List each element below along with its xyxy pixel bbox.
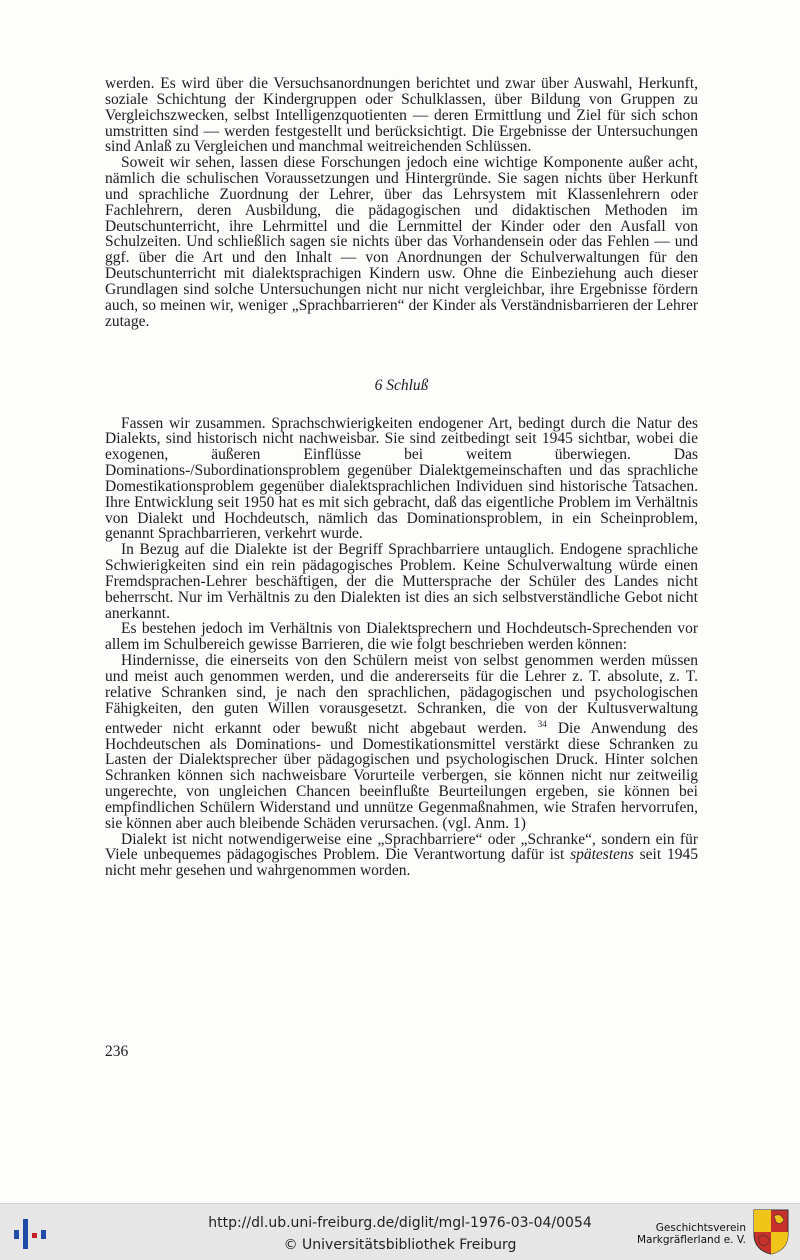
paragraph-text: seit 1945 nicht mehr gesehen und wahrgenommen worden. (105, 846, 698, 880)
paragraph: In Bezug auf die Dialekte ist der Begriff Sprachbarriere untauglich. Endogene sprachliche Schwierigkeiten sind ein rein pädagogisches Problem. Keine Schulverwaltung würde einen Fremdsprachen-Lehrer beschäftigen, der die Muttersprache der Schüler des Landes nicht beherrscht. Nur im Verhältnis zu den Dialekten ist dies an sich selbstverständliche Gebot nicht anerkannt. (105, 541, 698, 622)
paragraph (105, 653, 698, 831)
paragraph-text: Dialekt ist nicht notwendigerweise eine „Sprachbarriere“ oder „Schranke“, sondern ein für Viele unbequemes pädagogisches Problem. Die Verantwortung dafür ist (105, 830, 698, 864)
paragraph (105, 832, 698, 880)
paragraph: Es bestehen jedoch im Verhältnis von Dialektsprechern und Hochdeutsch-Sprechenden vor allem im Schulbereich gewisse Barrieren, die wie folgt beschrieben werden können: (105, 620, 698, 654)
source-url-link[interactable]: http://dl.ub.uni-freiburg.de/diglit/mgl-1976-03-04/0054 (208, 1215, 592, 1231)
paragraph-text: Die Anwendung des Hochdeutschen als Dominations- und Domestikationsmittel verstärkt diese Schranken zu Lasten der Dialektsprecher über pädagogischen und psychologischen Druck. Hinter solchen Schranken können sich nachweisbare Vorurteile verbergen, sie können nicht nur zeitweilig ungerechte, von ungleichen Chancen beeinflußte Beurteilungen ergeben, sie können bei empfindlichen Schülern Widerstand und unnütze Gegenmaßnahmen, wie Strafen hervorrufen, sie können aber auch bleibende Schäden verursachen. (vgl. Anm. 1) (105, 719, 699, 832)
paragraph: Soweit wir sehen, lassen diese Forschungen jedoch eine wichtige Komponente außer acht, nämlich die schulischen Voraussetzungen und Hintergründe. Sie sagen nichts über Herkunft und sprachliche Zuordnung der Lehrer, über das Lehrsystem mit Klassenlehrern oder Fachlehrern, deren Ausbildung, die pädagogischen und didaktischen Methoden im Deutschunterricht, ihre Lehrmittel und die Lernmittel der Kinder oder den Ausfall von Schulzeiten. Und schließlich sagen sie nichts über das Vorhandensein oder das Fehlen — und ggf. über die Art und den Inhalt — von Anordnungen der Schulverwaltungen für den Deutschunterricht mit dialektsprachigen Kindern usw. Ohne die Einbeziehung auch dieser Grundlagen sind solche Untersuchungen nicht nur nicht vergleichbar, ihre Ergebnisse fördern auch, so meinen wir, weniger „Sprachbarrieren“ der Kinder als Verständnisbarrieren der Lehrer zutage. (105, 154, 698, 330)
coat-of-arms-icon (752, 1208, 790, 1256)
organization-name (637, 1222, 746, 1246)
paragraph: Fassen wir zusammen. Sprachschwierigkeiten endogener Art, bedingt durch die Natur des Dialekts, sind historisch nicht nachweisbar. Sie sind zeitbedingt seit 1945 sichtbar, wobei die exogenen, äußeren Einflüsse bei weitem überwiegen. Das Dominations-/Subordinationsproblem gegenüber Dialektgemeinschaften und das sprachliche Domestikationsproblem gegenüber dialektsprachlichen Individuen sind historische Tatsachen. Ihre Entwicklung seit 1950 hat es mit sich gebracht, daß das eigentliche Problem im Verhältnis von Dialekt und Hochdeutsch, nämlich das Dominationsproblem, in ein Scheinproblem, genannt Sprachbarrieren, verkehrt wurde. (105, 414, 698, 543)
paragraph: werden. Es wird über die Versuchsanordnungen berichtet und zwar über Auswahl, Herkunft, soziale Schichtung der Kindergruppen oder Schulklassen, über Bildung von Gruppen zu Vergleichszwecken, selbst Intelligenzquotienten — deren Ermittlung und Ziel für sich schon umstritten sind — werden festgestellt und berücksichtigt. Die Ergebnisse der Untersuchungen sind Anlaß zu Vergleichen und manchmal weitreichenden Schlüssen. (105, 75, 698, 156)
emphasis: spätestens (570, 846, 634, 864)
footer-bar (0, 1203, 800, 1260)
org-line: Markgräflerland e. V. (636, 1234, 746, 1246)
document-page (105, 76, 698, 879)
footnote-ref[interactable]: 34 (537, 718, 547, 729)
copyright-text: © Universitätsbibliothek Freiburg (283, 1237, 517, 1253)
section-heading: 6 Schluß (374, 376, 429, 394)
page-number: 236 (105, 1043, 129, 1060)
org-line: Geschichtsverein (655, 1222, 746, 1234)
paragraph-text: Hindernisse, die einerseits von den Schülern meist von selbst genommen werden müssen und meist auch genommen werden, und die andererseits für die Lehrer z. T. absolute, z. T. relative Schranken sind, je nach den sprachlichen, pädagogischen und psychologischen Fähigkeiten, den guten Willen vorausgesetzt. Schranken, die von der Kultusverwaltung entweder nicht erkannt oder bewußt nicht abgebaut werden. (105, 652, 698, 737)
